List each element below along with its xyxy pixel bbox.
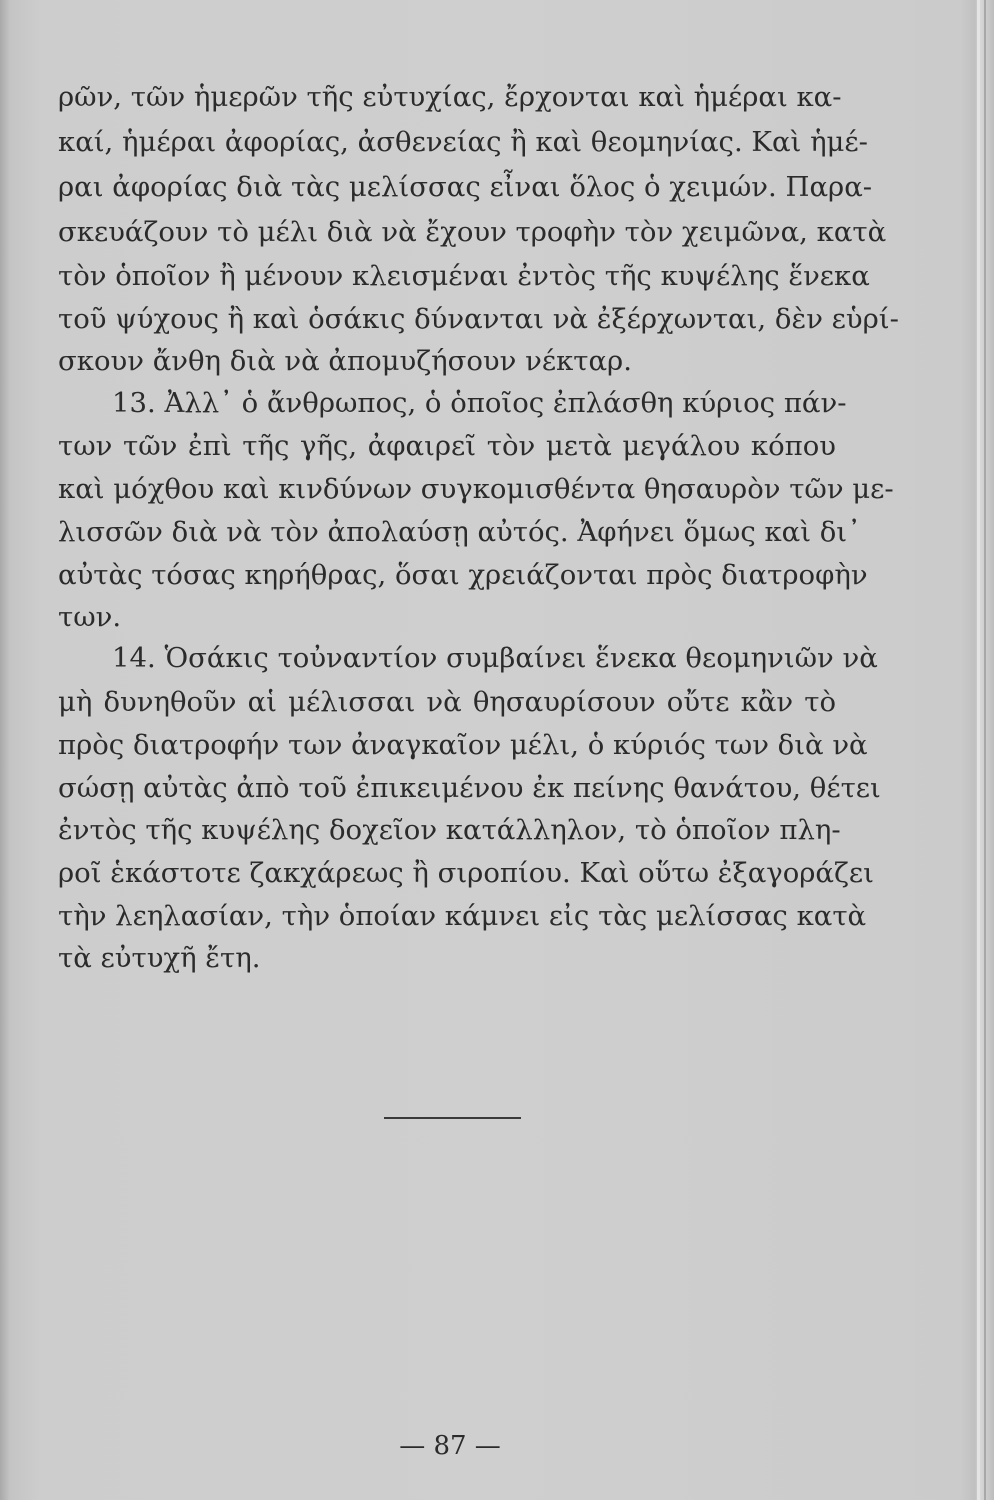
text-line: σκουν ἄνθη διὰ νὰ ἀπομυζήσουν νέκταρ. [58,345,632,377]
paragraph-13-start: 13. Ἀλλ᾽ ὁ ἄνθρωπος, ὁ ὁποῖος ἐπλάσθη κύριος πάν- [112,387,847,419]
text-line: καὶ μόχθου καὶ κινδύνων συγκομισθέντα θησαυρὸν τῶν με- [58,473,894,505]
text-line: πρὸς διατροφήν των ἀναγκαῖον μέλι, ὁ κύριός των διὰ νὰ [58,729,868,761]
text-line: λισσῶν διὰ νὰ τὸν ἀπολαύσῃ αὐτός. Ἀφήνει ὅμως καὶ δι᾽ [58,516,861,548]
text-line: ρῶν, τῶν ἡμερῶν τῆς εὐτυχίας, ἔρχονται καὶ ἡμέραι κα- [58,81,842,113]
text-line: τοῦ ψύχους ἢ καὶ ὁσάκις δύνανται νὰ ἐξέρχωνται, δὲν εὑρί- [58,303,899,335]
text-line: τὸν ὁποῖον ἢ μένουν κλεισμέναι ἐντὸς τῆς κυψέλης ἕνεκα [58,260,870,292]
page-number: — 87 — [399,1431,501,1461]
section-divider [384,1117,521,1119]
binding-edge [977,0,980,1500]
text-line: ἐντὸς τῆς κυψέλης δοχεῖον κατάλληλον, τὸ ὁποῖον πλη- [58,814,841,846]
text-line: ραι ἀφορίας διὰ τὰς μελίσσας εἶναι ὅλος ὁ χειμών. Παρα- [58,171,873,203]
text-line: σκευάζουν τὸ μέλι διὰ νὰ ἔχουν τροφὴν τὸν χειμῶνα, κατὰ [58,216,887,248]
binding-shadow [984,0,986,1500]
text-line: μὴ δυνηθοῦν αἱ μέλισσαι νὰ θησαυρίσουν οὔτε κἂν τὸ [58,686,836,718]
text-line: τὰ εὐτυχῆ ἔτη. [58,942,261,974]
text-line: των τῶν ἐπὶ τῆς γῆς, ἀφαιρεῖ τὸν μετὰ μεγάλου κόπου [58,430,836,462]
text-line: τὴν λεηλασίαν, τὴν ὁποίαν κάμνει εἰς τὰς μελίσσας κατὰ [58,900,867,932]
text-line: ροῖ ἑκάστοτε ζακχάρεως ἢ σιροπίου. Καὶ οὕτω ἐξαγοράζει [58,857,874,889]
paragraph-14-start: 14. Ὁσάκις τοὐναντίον συμβαίνει ἕνεκα θεομηνιῶν νὰ [112,642,878,674]
text-line: σώσῃ αὐτὰς ἀπὸ τοῦ ἐπικειμένου ἐκ πείνης θανάτου, θέτει [58,772,881,804]
text-line: των. [58,601,122,633]
text-line: αὐτὰς τόσας κηρήθρας, ὅσαι χρειάζονται πρὸς διατροφὴν [58,559,868,591]
text-line: καί, ἡμέραι ἀφορίας, ἀσθενείας ἢ καὶ θεομηνίας. Καὶ ἡμέ- [58,126,868,158]
